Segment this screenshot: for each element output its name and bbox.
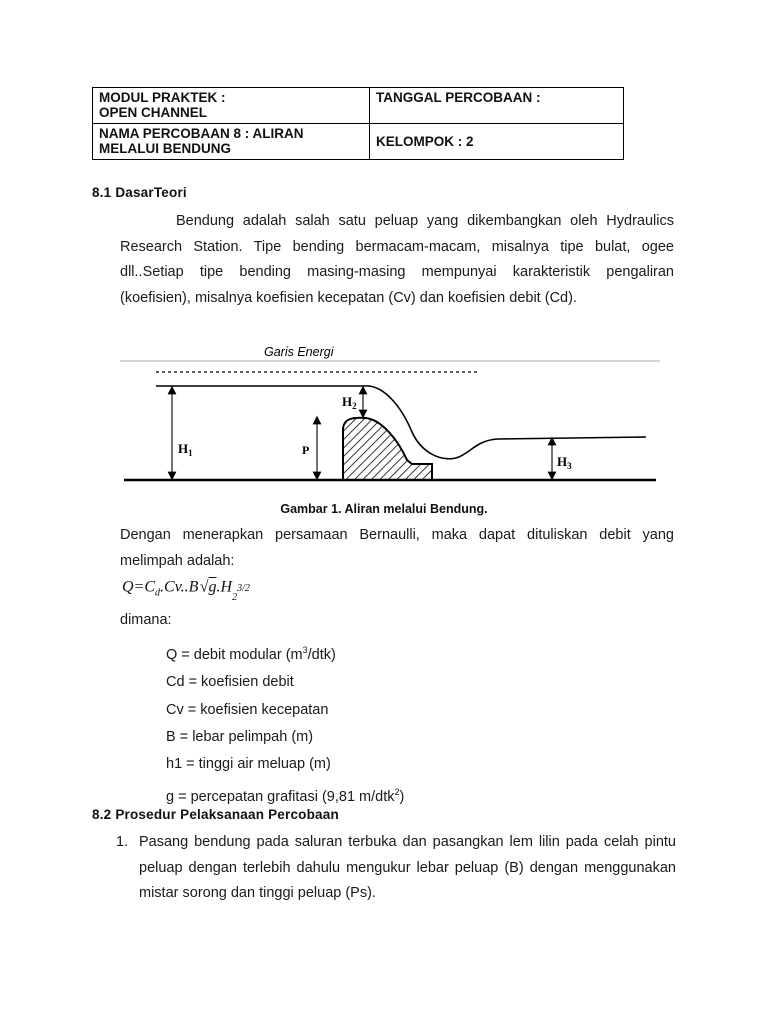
list-item: [116, 830, 676, 907]
def-cv: Cv = koefisien kecepatan: [166, 701, 329, 718]
kelompok-cell: [370, 124, 624, 160]
procedure-steps: [116, 830, 676, 907]
section-heading-dasar-teori: 8.1 DasarTeori: [92, 185, 187, 200]
dasar-teori-paragraph: [120, 209, 674, 311]
h3-label: $H_3$: [557, 454, 572, 471]
variable-definitions: [166, 637, 404, 811]
discharge-formula: $Q=C_d.Cv..B$ $√g.H_2^{3/2}$: [122, 578, 250, 603]
p-label: P: [302, 443, 310, 457]
step-number: 1.: [116, 834, 129, 850]
nama-percobaan-label: NAMA PERCOBAAN 8 : ALIRAN: [99, 126, 304, 141]
weir-figure: [120, 340, 660, 490]
dasar-teori-text: Bendung adalah salah satu peluap yang dikembangkan oleh Hydraulics Research Station. Tipe bending bermacam-macam, misalnya tipe bulat, ogee dll..Setiap tipe bending masing-masing mempunyai karakteristik pengaliran (koefisien), misalnya koefisien kecepatan (Cv) dan koefisien debit (Cd).: [120, 213, 674, 306]
h2-label: $H_2$: [342, 394, 357, 411]
weir-body: [343, 418, 432, 480]
dimana-label: dimana:: [120, 612, 172, 628]
def-h1: h1 = tinggi air meluap (m): [166, 756, 331, 773]
def-b: B = lebar pelimpah (m): [166, 729, 314, 746]
def-cd: Cd = koefisien debit: [166, 674, 294, 691]
nama-percobaan-cont: MELALUI BENDUNG: [99, 141, 231, 156]
nama-cell: [93, 124, 370, 160]
tanggal-percobaan-label: TANGGAL PERCOBAAN :: [376, 90, 541, 105]
bernoulli-paragraph: Dengan menerapkan persamaan Bernaulli, maka dapat dituliskan debit yang melimpah adalah:: [120, 527, 674, 569]
modul-praktek-label: MODUL PRAKTEK :: [99, 90, 226, 105]
nappe-profile: [364, 386, 646, 459]
def-q: Q = debit modular $(m^3/dtk)$: [166, 645, 336, 663]
header-table: [92, 87, 624, 160]
modul-value: OPEN CHANNEL: [99, 105, 208, 120]
modul-cell: [93, 88, 370, 124]
def-g: g = percepatan grafitasi (9,81 m/dtk$^2$): [166, 786, 405, 805]
step-text: Pasang bendung pada saluran terbuka dan pasangkan lem lilin pada celah pintu peluap dengan terlebih dahulu mengukur lebar peluap (B) dengan menggunakan mistar sorong dan tinggi peluap (Ps).: [139, 834, 676, 901]
h1-label: $H_1$: [178, 441, 193, 458]
garis-energi-label: Garis Energi: [264, 345, 334, 359]
weir-diagram: [120, 340, 660, 490]
tanggal-cell: [370, 88, 624, 124]
section-heading-prosedur: 8.2 Prosedur Pelaksanaan Percobaan: [92, 807, 339, 822]
figure-caption: Gambar 1. Aliran melalui Bendung.: [280, 502, 488, 516]
kelompok-label: KELOMPOK : 2: [376, 134, 474, 149]
